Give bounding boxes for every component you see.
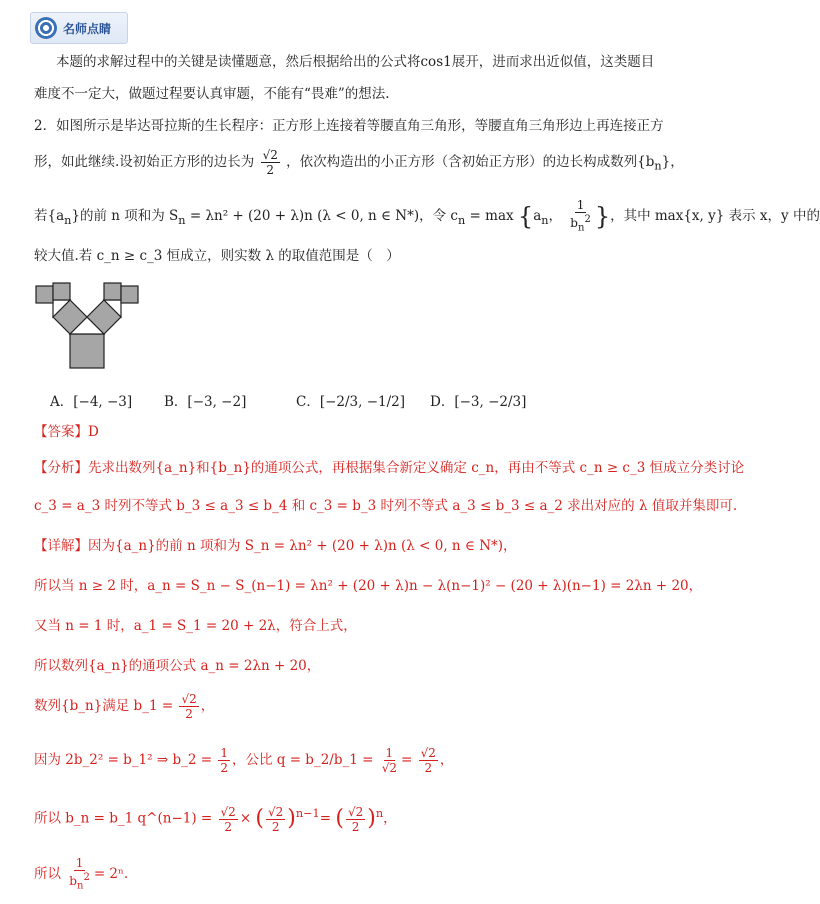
- target-icon: [35, 17, 57, 39]
- tip-badge: [30, 12, 128, 44]
- detail-line-7: 所以 b_n = b_1 q^(n−1) = $\frac{√2}{2}$ × ( $\frac{√2}{2}$ )$^{n-1}$= ( $\frac{√2}{2}$ )$^n$，: [34, 804, 397, 834]
- one-over-bn2: $\frac{1}{b_n^2}$: [570, 198, 591, 234]
- choice-a[interactable]: A．[−4, −3]: [50, 394, 133, 410]
- detail-line-3: 又当 n = 1 时，a_1 = S_1 = 20 + 2λ，符合上式，: [34, 618, 357, 634]
- answer-value: D: [88, 424, 99, 440]
- sqrt2-over-2: $\frac{√2}{2}$: [262, 148, 278, 177]
- question-line-4: 较大值.若 c_n ≥ c_3 恒成立，则实数 λ 的取值范围是（ ）: [34, 248, 400, 264]
- detail-line-6: 因为 2b_2² = b_1² ⇒ b_2 = $\frac{1}{2}$ ，公比 q = b_2/b_1 = $\frac{1}{√2}$ = $\frac{√2}{2}$ ，: [34, 746, 454, 775]
- detail-line-8: 所以 $\frac{1}{b_n^2}$ = 2ⁿ.: [34, 856, 129, 892]
- question-line-3: 若$\{a_n\}$的前 n 项和为 $S_n = \lambda n^2 + (20 + \lambda)n$ (λ < 0, n ∈ N*)，令 $c_n = \max \{a_n$， $\frac{1}{b_n^2}$ }，其中 max{x, y} 表示 x，y 中的: [34, 198, 820, 234]
- answer-line: [34, 422, 99, 442]
- base-square: [70, 334, 104, 368]
- choice-d[interactable]: D．[−3, −2/3]: [430, 394, 527, 410]
- intro-line-2: 难度不一定大，做题过程要认真审题，不能有“畏难”的想法.: [34, 86, 390, 102]
- small-square-4: [121, 286, 138, 303]
- intro-line-1: 本题的求解过程中的关键是读懂题意，然后根据给出的公式将cos1展开，进而求出近似值，这类题目: [56, 54, 655, 70]
- detail-line-2: 所以当 n ≥ 2 时，a_n = S_n − S_(n−1) = λn² + (20 + λ)n − λ(n−1)² − (20 + λ)(n−1) = 2λn + 20，: [34, 578, 703, 594]
- choice-c[interactable]: C．[−2/3, −1/2]: [296, 394, 406, 410]
- small-square-2: [53, 283, 70, 300]
- small-square-3: [104, 283, 121, 300]
- detail-line-4: 所以数列{a_n}的通项公式 a_n = 2λn + 20，: [34, 658, 321, 674]
- pythagoras-tree-figure: [34, 282, 144, 368]
- badge-label: 名师点睛: [63, 21, 112, 36]
- detail-tag: 【详解】: [34, 538, 88, 554]
- analysis-line-1: 【分析】先求出数列{a_n}和{b_n}的通项公式，再根据集合新定义确定 c_n，再由不等式 c_n ≥ c_3 恒成立分类讨论: [34, 460, 745, 476]
- analysis-tag: 【分析】: [34, 460, 88, 476]
- choice-b[interactable]: B．[−3, −2]: [164, 394, 247, 410]
- detail-line-1: 【详解】因为{a_n}的前 n 项和为 S_n = λn² + (20 + λ)n (λ < 0, n ∈ N*)，: [34, 538, 517, 554]
- question-line-1: 2．如图所示是毕达哥拉斯的生长程序：正方形上连接着等腰直角三角形，等腰直角三角形边上再连接正方: [34, 118, 664, 134]
- small-square-1: [36, 286, 53, 303]
- answer-tag: 【答案】: [34, 424, 88, 440]
- detail-line-5: 数列{b_n}满足 b_1 = $\frac{√2}{2}$ ，: [34, 692, 215, 721]
- analysis-line-2: c_3 = a_3 时列不等式 b_3 ≤ a_3 ≤ b_4 和 c_3 = b_3 时列不等式 a_3 ≤ b_3 ≤ a_2 求出对应的 λ 值取并集即可.: [34, 498, 738, 514]
- question-line-2: 形，如此继续.设初始正方形的边长为 $\frac{√2}{2}$ ，依次构造出的小正方形（含初始正方形）的边长构成数列$\{b_n\}$，: [34, 148, 684, 177]
